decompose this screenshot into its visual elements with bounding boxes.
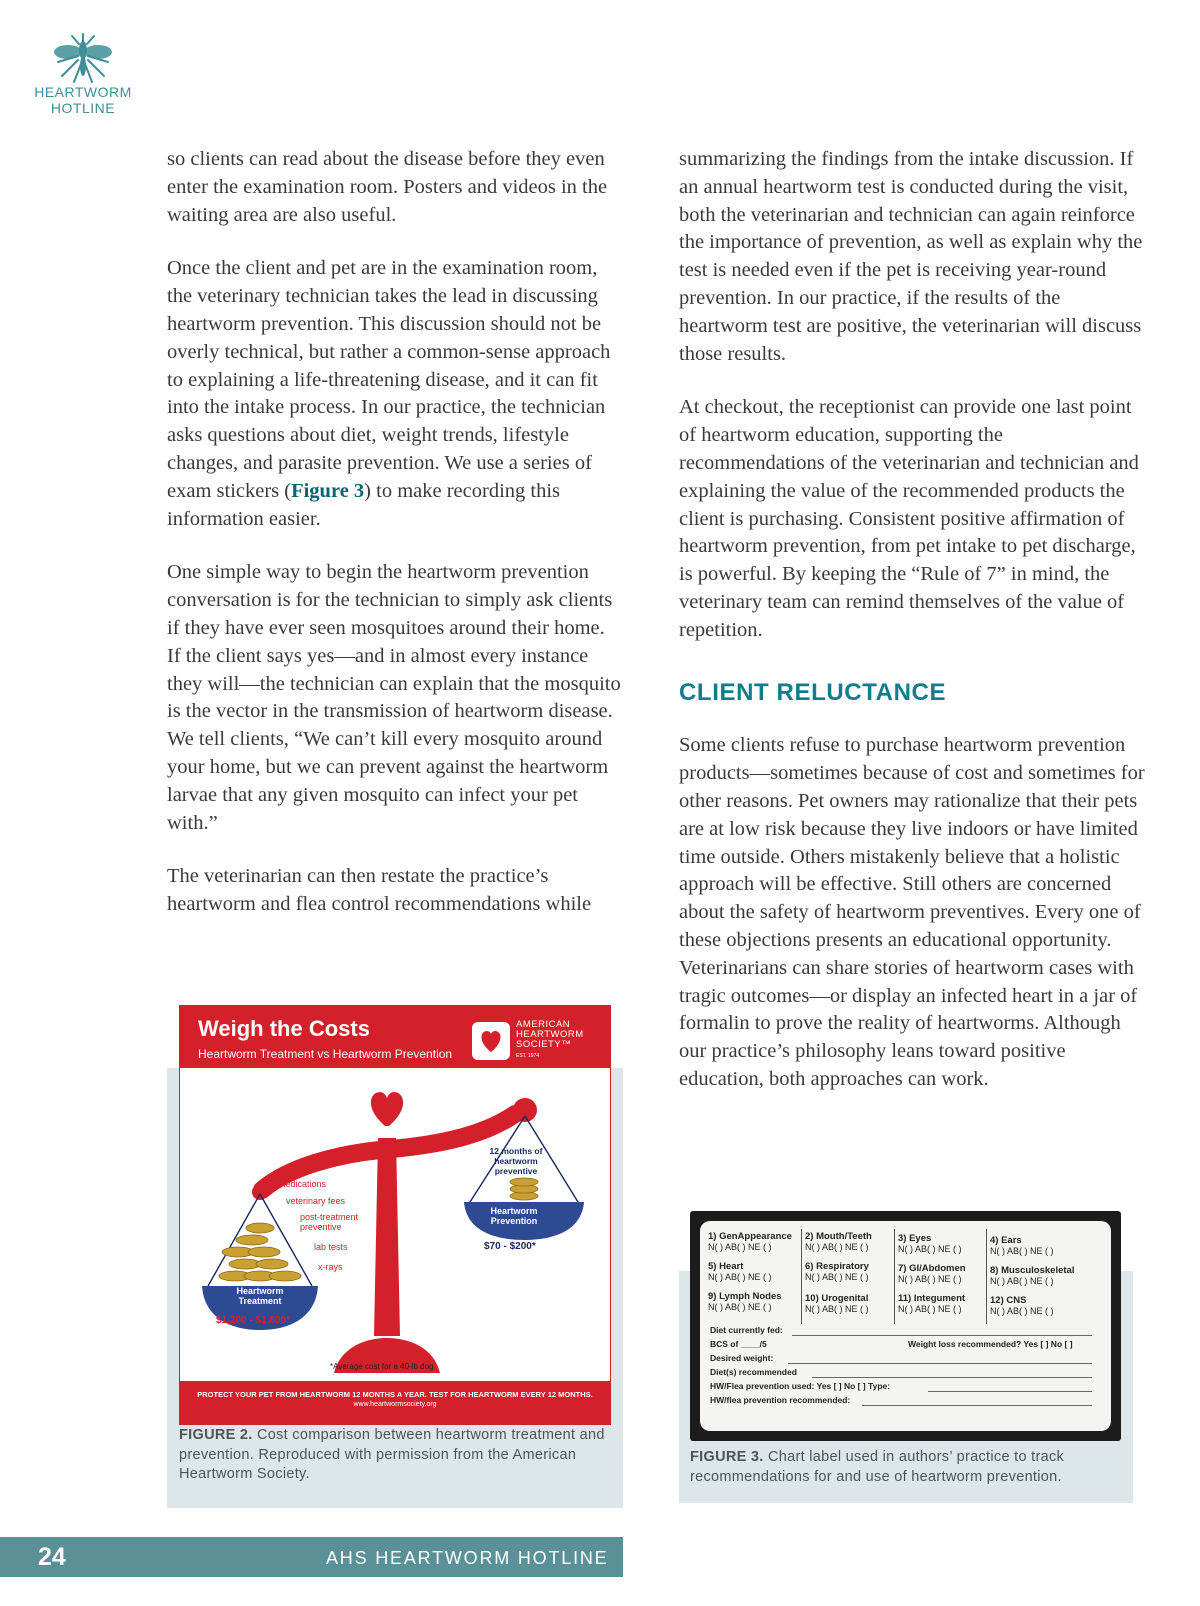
prevention-bowl-label: Heartworm Prevention xyxy=(490,1206,538,1226)
sticker-hw-recommended-row: HW/flea prevention recommended: xyxy=(710,1395,851,1405)
exam-sticker xyxy=(700,1221,1111,1431)
sticker-cell-options: N( ) AB( ) NE ( ) xyxy=(805,1304,869,1314)
heartworm-hotline-logo xyxy=(28,32,138,116)
figure-2-caption-label: FIGURE 2. xyxy=(179,1427,253,1443)
sticker-cell-title: 5) Heart xyxy=(708,1261,744,1272)
sticker-cell-options: N( ) AB( ) NE ( ) xyxy=(990,1306,1054,1316)
sticker-cell xyxy=(990,1295,1054,1317)
sticker-write-line xyxy=(788,1363,1092,1364)
sticker-cell-title: 9) Lymph Nodes xyxy=(708,1291,782,1302)
sticker-cell-title: 4) Ears xyxy=(990,1235,1022,1246)
poster-footer-tagline: PROTECT YOUR PET FROM HEARTWORM 12 MONTHS A YEAR. TEST FOR HEARTWORM EVERY 12 MONTHS. xyxy=(197,1390,593,1399)
figure-2-caption xyxy=(179,1426,615,1485)
sticker-cell xyxy=(708,1231,792,1253)
sticker-desired-weight-row: Desired weight: xyxy=(710,1353,774,1363)
paragraph: At checkout, the receptionist can provide one last point of heartworm education, supporting the recommendations of the veterinarian and technician and explaining the value of the recommended products the client is purchasing. Consistent positive affirmation of heartworm prevention, from pet intake to pet discharge, is powerful. By keeping the “Rule of 7” in mind, the veterinary team can remind themselves of the value of repetition. xyxy=(679,396,1139,641)
figure-3-caption-label: FIGURE 3. xyxy=(690,1449,764,1465)
poster-title: Weigh the Costs xyxy=(198,1016,370,1041)
sticker-cell-title: 1) GenAppearance xyxy=(708,1231,792,1242)
weigh-the-costs-poster xyxy=(179,1005,611,1425)
sticker-hw-used-row: HW/Flea prevention used: Yes [ ] No [ ] Type: xyxy=(710,1381,891,1391)
paragraph: One simple way to begin the heartworm prevention conversation is for the technician to simply ask clients if they have ever seen mosquitoes around their home. If the client says yes—and in almost every instance they will—the technician can explain that the mosquito is the vector in the transmission of heartworm disease. We tell clients, “We can’t kill every mosquito around your home, but we can prevent against the heartworm larvae that any given mosquito can infect your pet with.” xyxy=(167,561,621,834)
sticker-write-line xyxy=(792,1335,1092,1336)
sticker-divider xyxy=(894,1229,895,1324)
figure-3-caption-text: Chart label used in authors’ practice to track recommendations for and use of heartworm prevention. xyxy=(690,1449,1065,1485)
sticker-cell xyxy=(805,1231,872,1253)
prevention-price: $70 - $200* xyxy=(484,1241,536,1252)
sticker-cell xyxy=(898,1293,965,1315)
sticker-cell-options: N( ) AB( ) NE ( ) xyxy=(898,1244,962,1254)
sticker-cell xyxy=(708,1261,772,1283)
section-heading-client-reluctance: CLIENT RELUCTANCE xyxy=(679,678,947,706)
paragraph xyxy=(167,255,622,533)
paragraph: Some clients refuse to purchase heartworm prevention products—sometimes because of cost and sometimes for other reasons. Pet owners may rationalize that their pets are at low risk because they live indoors or have limited time outside. Others mistakenly believe that a holistic approach will be effective. Still others are concerned about the safety of heartworm preventives. Every one of these objections presents an educational opportunity. Veterinarians can share stories of heartworm cases with tragic outcomes—or display an infected heart in a jar of formalin to prove the reality of heartworms. Although our practice’s philosophy leans toward positive education, both approaches can work. xyxy=(679,734,1145,1090)
poster-footer-band xyxy=(180,1381,610,1424)
prevention-top-label: 12 months of heartworm preventive xyxy=(489,1146,543,1176)
sticker-cell-title: 2) Mouth/Teeth xyxy=(805,1231,872,1242)
sticker-cell xyxy=(805,1293,869,1315)
sticker-cell xyxy=(990,1235,1054,1257)
ahs-name-line: AMERICAN xyxy=(516,1019,571,1030)
sticker-bcs-row: BCS of ____/5 xyxy=(710,1339,767,1349)
cost-item-x-rays: x-rays xyxy=(318,1262,343,1272)
ahs-name xyxy=(516,1020,584,1050)
sticker-cell-options: N( ) AB( ) NE ( ) xyxy=(990,1246,1054,1256)
sticker-diet-recommended-row: Diet(s) recommended xyxy=(710,1367,797,1377)
sticker-cell xyxy=(898,1263,966,1285)
sticker-cell-options: N( ) AB( ) NE ( ) xyxy=(708,1272,772,1282)
figure-2-caption-text: Cost comparison between heartworm treatment and prevention. Reproduced with permission from the American Heartworm Society. xyxy=(179,1427,605,1482)
sticker-cell-title: 3) Eyes xyxy=(898,1233,932,1244)
sticker-cell-options: N( ) AB( ) NE ( ) xyxy=(708,1302,772,1312)
cost-item-medications: medications xyxy=(278,1179,327,1189)
running-footer-title: AHS HEARTWORM HOTLINE xyxy=(326,1548,609,1568)
ahs-name-line: HEARTWORM xyxy=(516,1029,584,1040)
sticker-divider xyxy=(986,1229,987,1324)
figure-3-reference-link[interactable]: Figure 3 xyxy=(291,479,365,502)
figure-3-caption xyxy=(690,1448,1140,1487)
paragraph: so clients can read about the disease before they even enter the examination room. Posters and videos in the waiting area are also useful. xyxy=(167,148,608,226)
sticker-cell-title: 12) CNS xyxy=(990,1295,1027,1306)
sticker-cell xyxy=(805,1261,869,1283)
treatment-price: $1,200 - $1,800* xyxy=(216,1315,290,1326)
sticker-cell xyxy=(990,1265,1074,1287)
ahs-name-line: SOCIETY™ xyxy=(516,1039,572,1050)
sticker-cell xyxy=(898,1233,962,1255)
poster-header xyxy=(180,1006,610,1068)
sticker-cell-title: 10) Urogenital xyxy=(805,1293,869,1304)
sticker-cell-options: N( ) AB( ) NE ( ) xyxy=(805,1242,869,1252)
sticker-cell xyxy=(708,1291,782,1313)
paragraph-text: Once the client and pet are in the examination room, the veterinary technician takes the lead in discussing heartworm prevention. This discussion should not be overly technical, but rather a common-sense approach to explaining a life-threatening disease, and it can fit into the intake process. In our practice, the technician asks questions about diet, weight trends, lifestyle changes, and parasite prevention. We use a series of exam stickers ( xyxy=(167,257,611,502)
sticker-write-line xyxy=(812,1377,1092,1378)
page-number: 24 xyxy=(38,1543,66,1571)
paragraph-text: ) to make recording this information easier. xyxy=(167,479,561,530)
sticker-cell-options: N( ) AB( ) NE ( ) xyxy=(990,1276,1054,1286)
logo-text-hotline: HOTLINE xyxy=(50,100,116,116)
sticker-cell-options: N( ) AB( ) NE ( ) xyxy=(805,1272,869,1282)
treatment-bowl-label: Heartworm Treatment xyxy=(236,1286,284,1306)
sticker-cell-title: 6) Respiratory xyxy=(805,1261,869,1272)
sticker-divider xyxy=(801,1229,802,1324)
sticker-weight-loss-row: Weight loss recommended? Yes [ ] No [ ] xyxy=(908,1339,1073,1349)
cost-item-lab-tests: lab tests xyxy=(314,1242,348,1252)
right-text-column xyxy=(679,146,1149,1120)
ahs-logo-icon xyxy=(472,1022,510,1060)
ahs-established: EST. 1974 xyxy=(516,1053,540,1059)
sticker-write-line xyxy=(862,1405,1092,1406)
sticker-cell-options: N( ) AB( ) NE ( ) xyxy=(898,1304,962,1314)
sticker-cell-options: N( ) AB( ) NE ( ) xyxy=(708,1242,772,1252)
paragraph: summarizing the findings from the intake discussion. If an annual heartworm test is conducted during the visit, both the veterinarian and technician can again reinforce the importance of prevention, as well as explain why the test is needed even if the pet is receiving year-round prevention. In our practice, if the results of the heartworm test are positive, the veterinarian will discuss those results. xyxy=(679,148,1143,365)
poster-footnote: *Average cost for a 40-lb dog xyxy=(330,1362,434,1371)
logo-text-heartworm: HEARTWORM xyxy=(34,84,132,100)
cost-item-veterinary-fees: veterinary fees xyxy=(286,1196,346,1206)
sticker-write-line xyxy=(928,1391,1092,1392)
poster-subtitle: Heartworm Treatment vs Heartworm Prevention xyxy=(198,1047,453,1061)
sticker-cell-title: 7) GI/Abdomen xyxy=(898,1263,966,1274)
sticker-diet-row: Diet currently fed: xyxy=(710,1325,783,1335)
cost-item-post-treatment-preventive: post-treatment preventive xyxy=(300,1212,359,1232)
sticker-cell-title: 11) Integument xyxy=(898,1293,966,1304)
left-text-column xyxy=(167,146,622,945)
poster-footer-url: www.heartwormsociety.org xyxy=(353,1401,437,1408)
paragraph: The veterinarian can then restate the practice’s heartworm and flea control recommendations while xyxy=(167,865,592,916)
sticker-cell-title: 8) Musculoskeletal xyxy=(990,1265,1075,1276)
sticker-cell-options: N( ) AB( ) NE ( ) xyxy=(898,1274,962,1284)
mosquito-icon xyxy=(52,32,114,84)
